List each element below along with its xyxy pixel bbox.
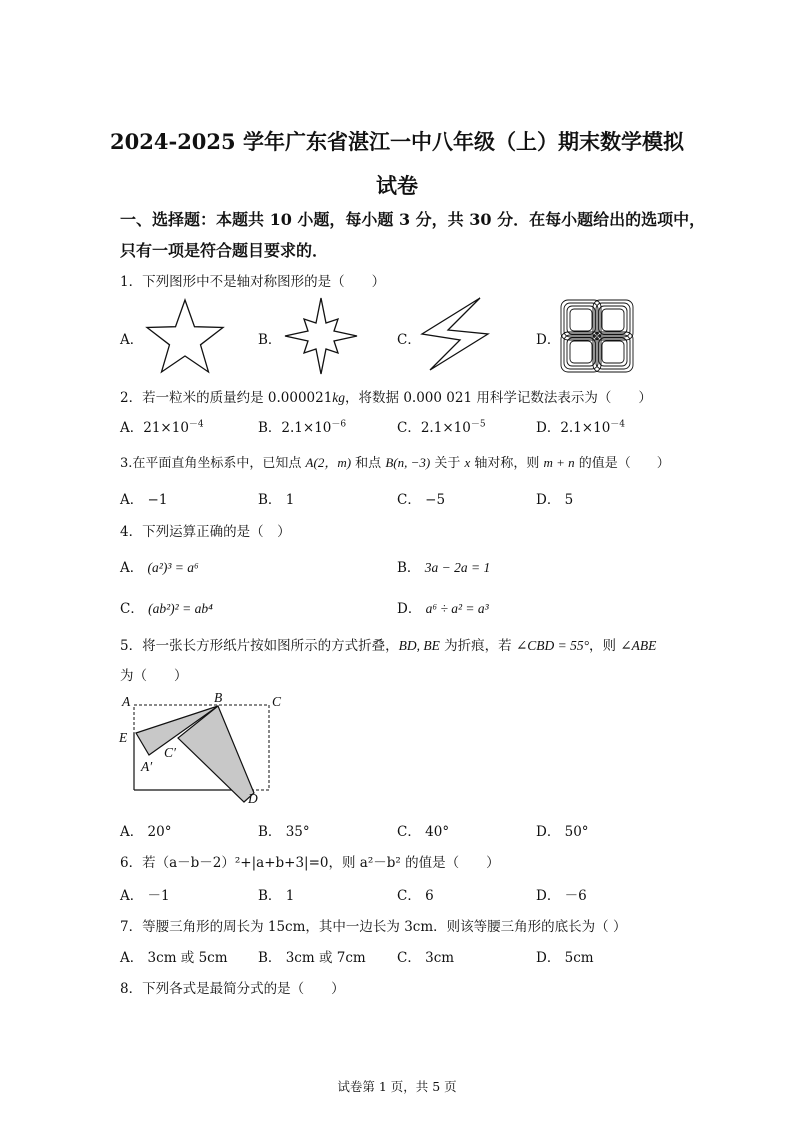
- q4-stem: 4．下列运算正确的是（ ）: [120, 524, 291, 540]
- q7-option-c: [397, 946, 454, 966]
- q6-option-a: [120, 884, 170, 904]
- q2-option-b: [258, 416, 346, 436]
- q3-stem-part: 和点: [351, 456, 386, 471]
- option-label: A．: [120, 560, 144, 576]
- q1-stem: 1．下列图形中不是轴对称图形的是（ ）: [120, 274, 386, 290]
- option-base: 2.1×10: [560, 420, 611, 436]
- q3-expression: m + n: [543, 455, 575, 470]
- q5-fold-lines: BD, BE: [398, 638, 440, 653]
- option-value: 1: [285, 492, 295, 508]
- figure-label-e: E: [119, 730, 128, 745]
- q4-option-b: [397, 556, 490, 576]
- five-point-star-figure: [144, 298, 226, 374]
- q1-option-d-label: D．: [536, 332, 561, 348]
- option-label: A．: [120, 420, 144, 436]
- option-value: 20°: [147, 824, 172, 840]
- q2-option-a: [120, 416, 204, 436]
- q3-point-a: A(2，m): [305, 455, 352, 470]
- q2-option-d: [536, 416, 625, 436]
- option-value: 3cm: [425, 950, 455, 966]
- q6-option-b: [258, 884, 294, 904]
- figure-label-a-prime: A′: [141, 759, 153, 774]
- option-label: D．: [397, 601, 422, 617]
- option-value: 5cm: [564, 950, 594, 966]
- option-value: 40°: [425, 824, 450, 840]
- q2-stem-part-b: ，将数据 0.000 021 用科学记数法表示为（ ）: [345, 390, 652, 406]
- q5-option-a: [120, 820, 171, 840]
- q7-option-d: [536, 946, 594, 966]
- q3-option-a: [120, 488, 167, 508]
- q8-stem: 8．下列各式是最简分式的是（ ）: [120, 981, 345, 997]
- q3-option-d: [536, 488, 573, 508]
- q3-stem-part: 的值是（ ）: [574, 456, 670, 471]
- figure-label-a: A: [122, 694, 131, 709]
- q5-given-angle: ∠CBD = 55°: [515, 638, 590, 653]
- q5-option-b: [258, 820, 310, 840]
- option-base: 2.1×10: [420, 420, 471, 436]
- option-value: −5: [425, 492, 446, 508]
- option-label: B．: [258, 824, 282, 840]
- interlaced-squares-figure: [557, 296, 637, 376]
- option-label: A．: [120, 824, 144, 840]
- option-label: A．: [120, 950, 144, 966]
- q2-stem-part-a: 2．若一粒米的质量约是 0.000021: [120, 390, 333, 406]
- q1-option-a-label: A．: [120, 332, 144, 348]
- option-value: 3cm 或 7cm: [285, 950, 366, 966]
- option-exponent: －4: [610, 419, 626, 430]
- q6-option-c: [397, 884, 434, 904]
- option-label: C．: [397, 492, 421, 508]
- page-title-line1: 2024-2025 学年广东省湛江一中八年级（上）期末数学模拟: [110, 129, 684, 154]
- option-label: A．: [120, 492, 144, 508]
- option-exponent: －6: [331, 419, 347, 430]
- option-value: 3cm 或 5cm: [147, 950, 228, 966]
- lightning-shape-figure: [420, 296, 492, 372]
- option-label: D．: [536, 420, 561, 436]
- option-value: －1: [147, 888, 170, 904]
- q3-axis: x: [464, 455, 471, 470]
- option-label: D．: [536, 888, 561, 904]
- option-label: C．: [397, 888, 421, 904]
- option-label: A．: [120, 888, 144, 904]
- q3-option-b: [258, 488, 294, 508]
- q5-stem-part: 5．将一张长方形纸片按如图所示的方式折叠，: [120, 638, 399, 654]
- q1-option-b-label: B．: [258, 332, 282, 348]
- q5-asked-angle: ∠ABE: [620, 638, 657, 653]
- page-footer: 试卷第 1 页，共 5 页: [337, 1079, 457, 1094]
- q5-stem-line2: 为（ ）: [120, 668, 188, 684]
- q6-option-d: [536, 884, 587, 904]
- option-label: C．: [397, 950, 421, 966]
- q4-option-a: [120, 556, 199, 576]
- q2-stem: [120, 386, 652, 406]
- option-label: B．: [258, 888, 282, 904]
- figure-label-c-prime: C′: [164, 745, 176, 760]
- option-label: C．: [397, 420, 421, 436]
- q3-stem: [120, 452, 670, 471]
- option-label: D．: [536, 950, 561, 966]
- option-base: 21×10: [143, 420, 189, 436]
- q2-option-c: [397, 416, 486, 436]
- q5-stem-part: 为折痕，若: [439, 638, 516, 654]
- q3-stem-part: 关于: [430, 456, 465, 471]
- compass-star-figure: [283, 296, 359, 376]
- folded-rectangle-figure: [134, 705, 274, 805]
- q4-option-d: [397, 597, 489, 617]
- section-header-line2: 只有一项是符合题目要求的．: [120, 241, 329, 260]
- option-expression: a⁶ ÷ a² = a³: [425, 601, 489, 616]
- option-value: 5: [564, 492, 574, 508]
- q5-option-c: [397, 820, 449, 840]
- option-value: 50°: [564, 824, 589, 840]
- q7-option-b: [258, 946, 366, 966]
- page-title-line2: 试卷: [376, 173, 418, 198]
- option-label: B．: [397, 560, 421, 576]
- option-exponent: －5: [470, 419, 486, 430]
- q2-stem-unit: kg: [332, 390, 346, 405]
- q7-option-a: [120, 946, 228, 966]
- option-label: D．: [536, 492, 561, 508]
- q3-option-c: [397, 488, 445, 508]
- figure-label-d: D: [248, 791, 258, 806]
- figure-label-c: C: [272, 694, 282, 709]
- option-label: B．: [258, 950, 282, 966]
- option-expression: 3a − 2a = 1: [424, 560, 491, 575]
- option-label: D．: [536, 824, 561, 840]
- option-label: B．: [258, 492, 282, 508]
- option-label: C．: [397, 824, 421, 840]
- q3-stem-part: 轴对称，则: [470, 456, 544, 471]
- option-label: B．: [258, 420, 282, 436]
- option-expression: (a²)³ = a⁶: [147, 560, 199, 575]
- option-value: 1: [285, 888, 295, 904]
- q4-option-c: [120, 597, 213, 617]
- q7-stem: 7．等腰三角形的周长为 15cm，其中一边长为 3cm．则该等腰三角形的底长为（ ）: [120, 919, 627, 935]
- section-header-line1: 一、选择题：本题共 10 小题，每小题 3 分，共 30 分．在每小题给出的选项中，: [120, 210, 706, 229]
- option-base: 2.1×10: [281, 420, 332, 436]
- q5-stem-part: ，则: [589, 638, 621, 654]
- q5-stem: [120, 634, 656, 654]
- option-value: －6: [564, 888, 587, 904]
- q5-option-d: [536, 820, 589, 840]
- q1-option-c-label: C．: [397, 332, 421, 348]
- q3-stem-part: 3.在平面直角坐标系中，已知点: [120, 456, 306, 471]
- option-exponent: －4: [188, 419, 204, 430]
- option-label: C．: [120, 601, 144, 617]
- option-value: 35°: [285, 824, 310, 840]
- option-value: 6: [425, 888, 434, 904]
- q3-point-b: B(n, −3): [385, 455, 431, 470]
- figure-label-b: B: [214, 690, 223, 705]
- option-value: −1: [147, 492, 168, 508]
- option-expression: (ab²)² = ab⁴: [148, 601, 213, 616]
- q6-stem: 6．若（a－b－2）²+|a+b+3|=0，则 a²－b² 的值是（ ）: [120, 855, 500, 871]
